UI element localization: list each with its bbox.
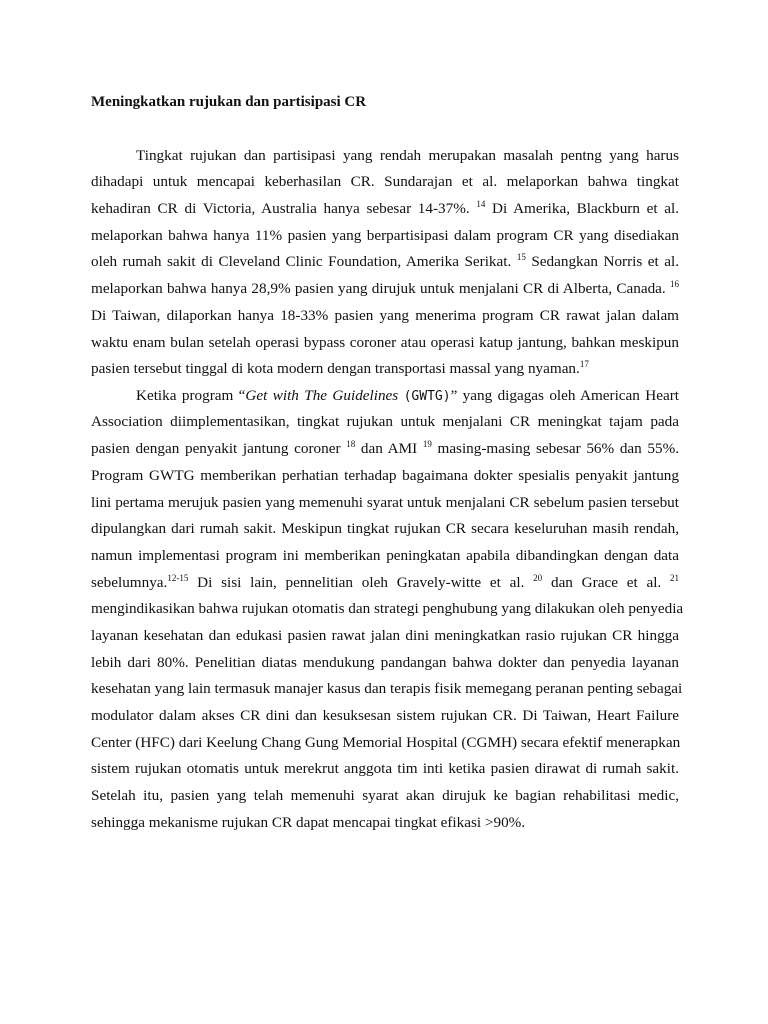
citation-ref: 15 <box>516 252 526 262</box>
text-line: mengindikasikan bahwa rujukan otomatis dan strategi penghubung yang dilakukan oleh penyedia <box>91 600 684 617</box>
text-line: waktu enam bulan setelah operasi bypass coroner atau operasi katup jantung, bahkan meskipun <box>91 334 679 351</box>
text-line: dihadapi untuk mencapai keberhasilan CR. Sundarajan et al. melaporkan bahwa tingkat <box>91 173 679 190</box>
text-line: Center (HFC) dari Keelung Chang Gung Memorial Hospital (CGMH) secara efektif menerapkan <box>91 734 681 751</box>
text-line: Di Taiwan, dilaporkan hanya 18-33% pasien yang menerima program CR rawat jalan dalam <box>91 307 679 324</box>
text-line: pasien dengan penyakit jantung coroner $^{18}$ dan AMI $^{19}$ masing-masing sebesar 56% dan 55%. <box>91 439 680 457</box>
section-heading: Meningkatkan rujukan dan partisipasi CR <box>91 94 367 110</box>
text-line: sebelumnya.$^{12-15}$ Di sisi lain, pennelitian oleh Gravely-witte et al. $^{20}$ dan Grace et al. $^{21}$ <box>91 573 680 591</box>
citation-ref: 17 <box>579 359 589 369</box>
text-line: Ketika program “Get with The Guidelines (GWTG)” yang digagas oleh American Heart <box>136 387 679 404</box>
program-name: Get with The Guidelines <box>245 387 399 404</box>
text-line: lebih dari 80%. Penelitian diatas mendukung pandangan bahwa dokter dan penyedia layanan <box>91 654 679 671</box>
text-line: namun implementasi program ini memberikan peningkatan apabila dibandingkan dengan data <box>91 547 679 564</box>
text-line: layanan kesehatan dan edukasi pasien rawat jalan dini meningkatkan rasio rujukan CR hingga <box>91 627 679 644</box>
text-line: kehadiran CR di Victoria, Australia hanya sebesar 14-37%. $^{14}$ Di Amerika, Blackburn et al. <box>91 199 679 217</box>
text-line: modulator dalam akses CR dini dan kesuksesan sistem rujukan CR. Di Taiwan, Heart Failure <box>91 707 679 724</box>
text-line: oleh rumah sakit di Cleveland Clinic Foundation, Amerika Serikat. $^{15}$ Sedangkan Norris et al. <box>91 252 680 270</box>
text-line: Setelah itu, pasien yang telah memenuhi syarat akan dirujuk ke bagian rehabilitasi medic, <box>91 787 679 804</box>
citation-ref: 19 <box>422 439 432 449</box>
text-line: melaporkan bahwa hanya 11% pasien yang berpartisipasi dalam program CR yang disediakan <box>91 227 679 244</box>
text-line: lini pertama merujuk pasien yang memenuhi syarat untuk menjalani CR sebelum pasien tersebut <box>91 494 679 511</box>
text-line: Association diimplementasikan, tingkat rujukan untuk menjalani CR meningkat tajam pada <box>91 413 679 430</box>
text-line: dipulangkan dari rumah sakit. Meskipun tingkat rujukan CR secara keseluruhan masih rendah, <box>91 520 679 537</box>
text-line: Program GWTG memberikan perhatian terhadap bagaimana dokter spesialis penyakit jantung <box>91 467 679 484</box>
citation-ref: 18 <box>346 439 356 449</box>
citation-ref: 21 <box>670 573 680 583</box>
text-line: sistem rujukan otomatis untuk merekrut anggota tim inti ketika pasien dirawat di rumah sakit. <box>91 760 679 777</box>
citation-ref: 16 <box>670 279 679 289</box>
text-line: sehingga mekanisme rujukan CR dapat mencapai tingkat efikasi >90%. <box>91 814 526 831</box>
text-line: melaporkan bahwa hanya 28,9% pasien yang dirujuk untuk menjalani CR di Alberta, Canada. $^{16}$ <box>91 279 679 297</box>
citation-ref: 12-15 <box>167 573 189 583</box>
text-line: pasien tersebut tinggal di kota modern dengan transportasi massal yang nyaman.$^{17}$ <box>91 359 589 377</box>
text-line: Tingkat rujukan dan partisipasi yang rendah merupakan masalah pentng yang harus <box>136 147 679 164</box>
text-line: kesehatan yang lain termasuk manajer kasus dan terapis fisik memegang peranan penting sebagai <box>91 680 683 697</box>
citation-ref: 14 <box>476 199 486 209</box>
citation-ref: 20 <box>533 573 543 583</box>
